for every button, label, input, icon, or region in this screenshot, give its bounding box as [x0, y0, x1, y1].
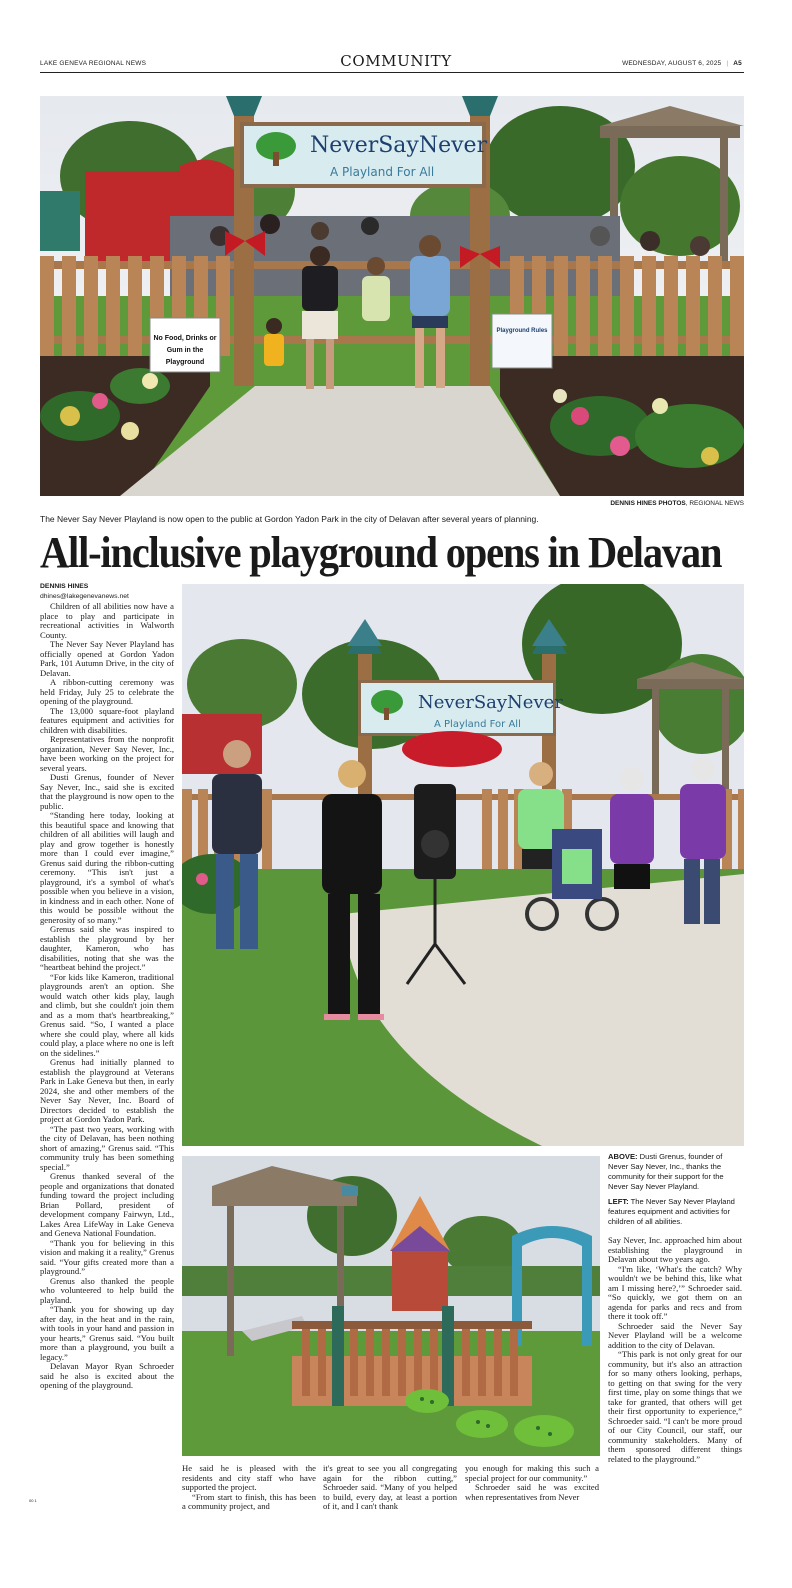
- byline: DENNIS HINES: [40, 583, 89, 590]
- left-caption-label: LEFT:: [608, 1197, 629, 1206]
- page-folio: WEDNESDAY, AUGUST 6, 2025 | A5: [622, 60, 742, 67]
- paragraph: The 13,000 square-foot playland features equipment and activities for children with disabilities.: [40, 705, 174, 735]
- article-column-1: [40, 602, 174, 1514]
- paragraph: He said he is pleased with the residents and city staff who have supported the project.: [182, 1464, 316, 1492]
- no-food-sign-line-1: No Food, Drinks or: [153, 335, 217, 342]
- headline: All-inclusive playground opens in Delavan: [40, 528, 722, 577]
- top-photo-caption: The Never Say Never Playland is now open to the public at Gordon Yadon Park in the city of Delavan after several years of planning.: [40, 514, 539, 524]
- paragraph: Grenus had initially planned to establish the playground at Veterans Park in Lake Geneva but then, in early 2024, she and other members of the Never Say Never, Inc. Board of Directors decided to establish the project at Gordon Yadon Park.: [40, 1057, 174, 1124]
- paragraph: The Never Say Never Playland has officially opened at Gordon Yadon Park, 101 Autumn Drive, in the city of Delavan.: [40, 639, 174, 678]
- article-column-4: [465, 1464, 599, 1520]
- publication-name: LAKE GENEVA REGIONAL NEWS: [40, 60, 147, 67]
- paragraph: Schroeder said the Never Say Never Playland will be a welcome addition to the city of Delavan.: [608, 1320, 742, 1350]
- above-caption-text: Dusti Grenus, founder of Never Say Never, Inc., thanks the community for their support for the Never Say Never Playland.: [608, 1152, 724, 1191]
- photo-credit-org: , REGIONAL NEWS: [685, 500, 744, 507]
- paragraph: Children of all abilities now have a place to play and participate in recreational activities in Walworth County.: [40, 602, 174, 640]
- left-caption-text: The Never Say Never Playland features equipment and activities for children of all abilities.: [608, 1197, 735, 1226]
- issue-date: WEDNESDAY, AUGUST 6, 2025: [622, 60, 722, 67]
- left-caption: [608, 1197, 743, 1227]
- entrance-photo: [40, 96, 744, 496]
- header-rule: [40, 72, 744, 73]
- paragraph: Say Never, Inc. approached him about establishing the playground in Delavan about two years ago.: [608, 1236, 742, 1264]
- above-caption: [608, 1152, 743, 1192]
- paragraph: A ribbon-cutting ceremony was held Friday, July 25 to celebrate the opening of the playground.: [40, 677, 174, 706]
- paragraph: “I'm like, ‘What's the catch? Why wouldn't we be behind this, like what am I missing here?,’” Schroeder said. “So quickly, we got them on an agenda for parks and recs and from there it took off.”: [608, 1263, 742, 1321]
- paragraph: Schroeder said he was excited when representatives from Never: [465, 1482, 599, 1502]
- playground-equipment-photo: [182, 1156, 600, 1456]
- rules-sign: Playground Rules: [496, 328, 548, 334]
- above-caption-label: ABOVE:: [608, 1152, 638, 1161]
- article-column-3: [323, 1464, 457, 1520]
- photo-credit: [610, 500, 744, 507]
- side-captions: [608, 1152, 743, 1232]
- ceremony-photo: [182, 584, 744, 1146]
- paragraph: “From start to finish, this has been a community project, and: [182, 1491, 316, 1511]
- paragraph: “Thank you for showing up day after day, in the heat and in the rain, with tools in your hand and passion in your hearts,” Grenus said. “You built more than a playground, you built a legacy.”: [40, 1304, 174, 1362]
- paragraph: Grenus said she was inspired to establish the playground by her daughter, Kameron, who has disabilities, noting that she was the “heartbeat behind the project.”: [40, 924, 174, 972]
- paragraph: “The past two years, working with the city of Delavan, has been nothing short of amazing,” Grenus said. “This community truly has been something special.”: [40, 1123, 174, 1172]
- paragraph: “This park is not only great for our community, but it's also an attraction for so many others looking, perhaps, to getting on that swing for the very first time, play on some things that we take for granted, that others will get their first opportunity to experience,” Schroeder said. “I can't be more proud of our City Council, our staff, our community stakeholders. Many of them sponsored different things related to the playground.”: [608, 1349, 742, 1464]
- paragraph: “Thank you for believing in this vision and making it a reality,” Grenus said. “Your gifts created more than a playground.”: [40, 1237, 174, 1276]
- paragraph: Dusti Grenus, founder of Never Say Never, Inc., said she is excited that the playground is now open to the public.: [40, 772, 174, 811]
- ceremony-sign-tagline: A Playland For All: [434, 719, 521, 730]
- paragraph: it's great to see you all congregating again for the ribbon cutting,” Schroeder said. “Many of you helped to build, every day, at least a portion of it, and I can't thank: [323, 1464, 457, 1511]
- paragraph: Delavan Mayor Ryan Schroeder said he also is excited about the opening of the playground.: [40, 1361, 174, 1390]
- section-title: COMMUNITY: [340, 52, 452, 70]
- no-food-sign-line-3: Playground: [165, 359, 205, 366]
- paragraph: Representatives from the nonprofit organization, Never Say Never, Inc., have been working on the project for several years.: [40, 734, 174, 773]
- paragraph: Grenus thanked several of the people and organizations that donated funding toward the project including Brian Pollard, president of development company Fairwyn, Ltd., Lakes Area LifeWay in Lake Geneva and Geneva National Foundation.: [40, 1171, 174, 1238]
- photo-credit-names: DENNIS HINES PHOTOS: [610, 500, 686, 507]
- ceremony-sign-name: NeverSayNever: [418, 692, 563, 713]
- paragraph: “Standing here today, looking at this beautiful space and knowing that children of all abilities will laugh and play and grow together is honestly more than I could ever imagine,” Grenus said during the ribbon-cutting ceremony. “This isn't just a playground, it's a symbol of what's possible when you believe in a vision, in kindness and in each other. None of this would be possible without the generosity of so many.”: [40, 810, 174, 925]
- no-food-sign-line-2: Gum in the: [166, 347, 204, 354]
- article-column-5: [608, 1236, 742, 1518]
- article-column-2: [182, 1464, 316, 1520]
- gate-sign-tagline: A Playland For All: [330, 165, 435, 179]
- paragraph: “For kids like Kameron, traditional playgrounds aren't an option. She would watch other kids play, laugh and climb, but she couldn't join them and as a mom that's heartbreaking,” Grenus said. “So, I wanted a place where she could play, where all kids could play, a place where no one is left on the sidelines.”: [40, 971, 174, 1058]
- paragraph: you enough for making this such a special project for our community.”: [465, 1464, 599, 1483]
- margin-code: 00 1: [29, 1498, 37, 1503]
- paragraph: Grenus also thanked the people who volunteered to help build the playland.: [40, 1275, 174, 1305]
- page-number: A5: [733, 60, 742, 67]
- author-email[interactable]: dhines@lakegenevanews.net: [40, 593, 129, 600]
- gate-sign-name: NeverSayNever: [310, 133, 488, 158]
